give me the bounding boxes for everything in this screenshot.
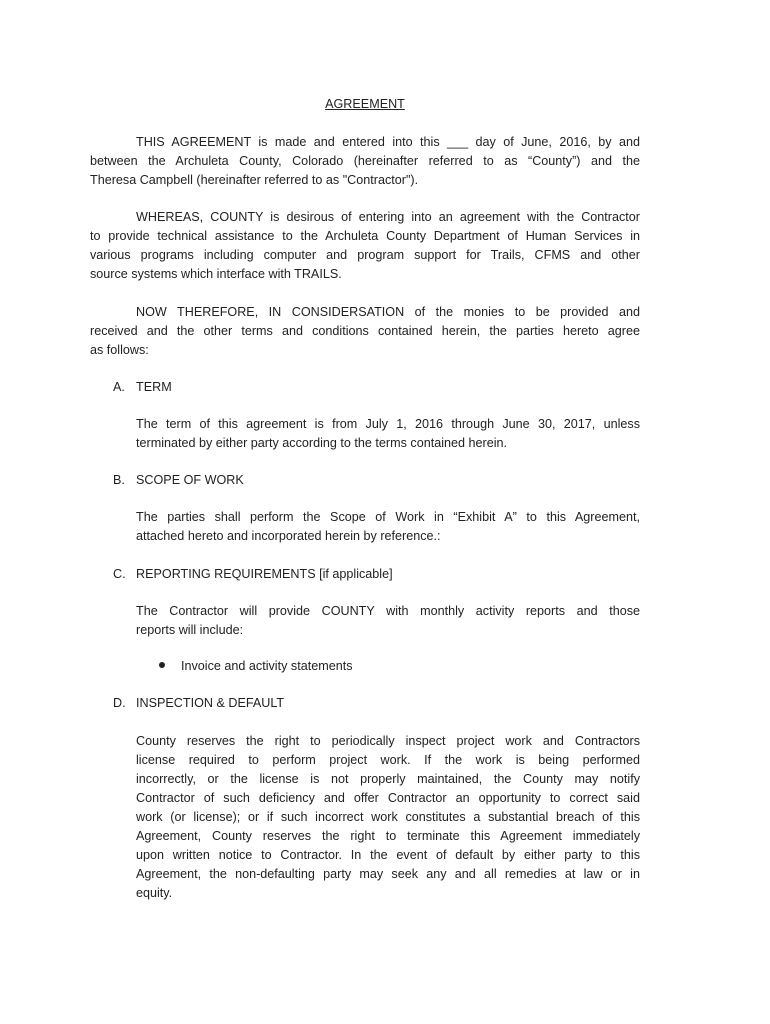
- intro-line: THIS AGREEMENT is made and entered into this ___ day of June, 2016, by and: [136, 135, 640, 149]
- intro-line: Theresa Campbell (hereinafter referred to as "Contractor").: [90, 173, 419, 187]
- whereas-line: WHEREAS, COUNTY is desirous of entering into an agreement with the Contractor: [136, 210, 640, 224]
- whereas-line: source systems which interface with TRAILS.: [90, 267, 342, 281]
- section-line: reports will include:: [136, 623, 244, 637]
- whereas-line: to provide technical assistance to the Archuleta County Department of Human Services in: [90, 229, 640, 243]
- section-line: Agreement, County reserves the right to terminate this Agreement immediately: [136, 829, 640, 843]
- document-title: AGREEMENT: [325, 97, 405, 111]
- section-line: attached hereto and incorporated herein by reference.:: [136, 529, 441, 543]
- section-line: license required to perform project work. If the work is being performed: [136, 753, 640, 767]
- section-line: terminated by either party according to the terms contained herein.: [136, 436, 508, 450]
- intro-line: between the Archuleta County, Colorado (hereinafter referred to as “County”) and the: [90, 154, 640, 168]
- bullet-icon: [159, 662, 165, 668]
- section-line: The Contractor will provide COUNTY with monthly activity reports and those: [136, 604, 640, 618]
- section-heading: TERM: [136, 380, 172, 394]
- section-line: Contractor of such deficiency and offer Contractor an opportunity to correct said: [136, 791, 640, 805]
- now-therefore-line: received and the other terms and conditions contained herein, the parties hereto agree: [90, 324, 640, 338]
- section-line: County reserves the right to periodically inspect project work and Contractors: [136, 734, 640, 748]
- section-heading: SCOPE OF WORK: [136, 473, 244, 487]
- section-line: The term of this agreement is from July 1, 2016 through June 30, 2017, unless: [136, 417, 640, 431]
- section-line: incorrectly, or the license is not properly maintained, the County may notify: [136, 772, 640, 786]
- section-letter: A.: [113, 380, 125, 394]
- section-letter: D.: [113, 696, 126, 710]
- section-line: work (or license); or if such incorrect work constitutes a substantial breach of this: [136, 810, 640, 824]
- section-heading: INSPECTION & DEFAULT: [136, 696, 285, 710]
- now-therefore-line: as follows:: [90, 343, 149, 357]
- now-therefore-line: NOW THEREFORE, IN CONSIDERSATION of the monies to be provided and: [136, 305, 640, 319]
- section-heading: REPORTING REQUIREMENTS [if applicable]: [136, 567, 393, 581]
- section-line: The parties shall perform the Scope of Work in “Exhibit A” to this Agreement,: [136, 510, 640, 524]
- whereas-line: various programs including computer and program support for Trails, CFMS and other: [90, 248, 640, 262]
- section-line: equity.: [136, 886, 173, 900]
- bullet-item: Invoice and activity statements: [181, 659, 353, 673]
- section-line: Agreement, the non-defaulting party may seek any and all remedies at law or in: [136, 867, 640, 881]
- section-line: upon written notice to Contractor. In the event of default by either party to this: [136, 848, 640, 862]
- section-letter: B.: [113, 473, 125, 487]
- section-letter: C.: [113, 567, 126, 581]
